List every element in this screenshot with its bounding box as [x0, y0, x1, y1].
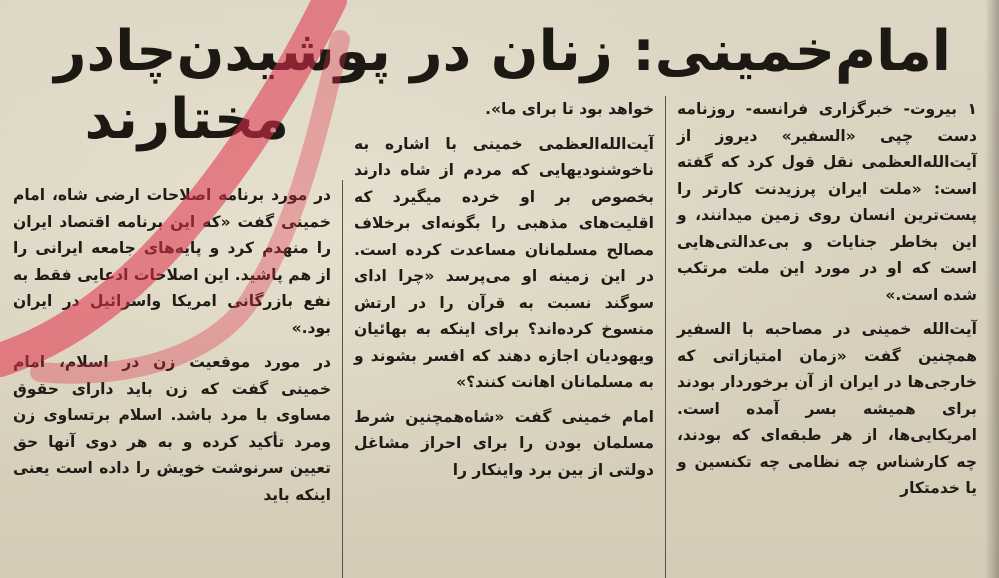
headline-line-2: مختارند	[84, 87, 289, 152]
article-column-left	[13, 182, 331, 516]
paragraph: امام خمینی گفت «شاه‌همچنین شرط مسلمان بودن را برای احراز مشاغل دولتی از بین برد واینکار را	[354, 407, 654, 479]
paragraph: در مورد موقعیت زن در اسلام، امام خمینی گفت که زن باید دارای حقوق مساوی با مرد باشد. اسلام برتساوی زن ومرد تأکید کرده و به هر دوی آنها حق تعیین سرنوشت خویش را داده است یعنی اینکه باید	[13, 353, 331, 504]
paragraph: ۱ بیروت- خبرگزاری فرانسه- روزنامه دست چپی «السفیر» دیروز از آیت‌الله‌العظمی نقل قول کرد که گفته است: «ملت ایران پرزیدنت کارتر را پست‌ترین انسان روی زمین میدانند، و این بخاطر جنایات و بی‌عدالتی‌هایی است که او در مورد این ملت مرتکب شده است.»	[677, 100, 977, 304]
paragraph: آیت‌الله‌العظمی خمینی با اشاره به ناخوشنودیهایی که مردم از شاه دارند بخصوص بر او خرده میگیرد که اقلیت‌های مذهبی را بگونه‌ای برخلاف مصالح مسلمانان مساعدت کرده است. در این زمینه او می‌پرسد «چرا ادای سوگند نسبت به قرآن را در ارتش منسوخ کرده‌اند؟ برای اینکه به بهائیان ویهودیان اجازه دهند که افسر بشوند و به مسلمانان اهانت کنند؟»	[354, 134, 654, 391]
column-divider	[665, 96, 666, 578]
headline-line-1: امام‌خمینی: زنان در پوشیدن‌چادر	[54, 19, 951, 84]
column-divider	[342, 180, 343, 578]
page-edge-shadow	[985, 0, 999, 578]
paragraph: در مورد برنامه اصلاحات ارضی شاه، امام خمینی گفت «که این برنامه اقتصاد ایران را منهدم کرد و پایه‌های جامعه ایرانی را از هم پاشید. این اصلاحات ادعایی فقط به نفع بازرگانی امریکا واسرائیل در ایران بود.»	[13, 186, 331, 337]
paragraph: آیت‌الله خمینی در مصاحبه با السفیر همچنین گفت «زمان امتیازاتی که خارجی‌ها در ایران از آن برخوردار بودند برای همیشه بسر آمده است. امریکایی‌ها، از هر طبقه‌ای که بودند، چه کارشناس چه نظامی چه تکنسین و یا خدمتکار	[677, 320, 977, 497]
paragraph: خواهد بود تا برای ما».	[485, 100, 654, 118]
article-column-right	[677, 96, 977, 510]
article-column-middle	[354, 96, 654, 491]
